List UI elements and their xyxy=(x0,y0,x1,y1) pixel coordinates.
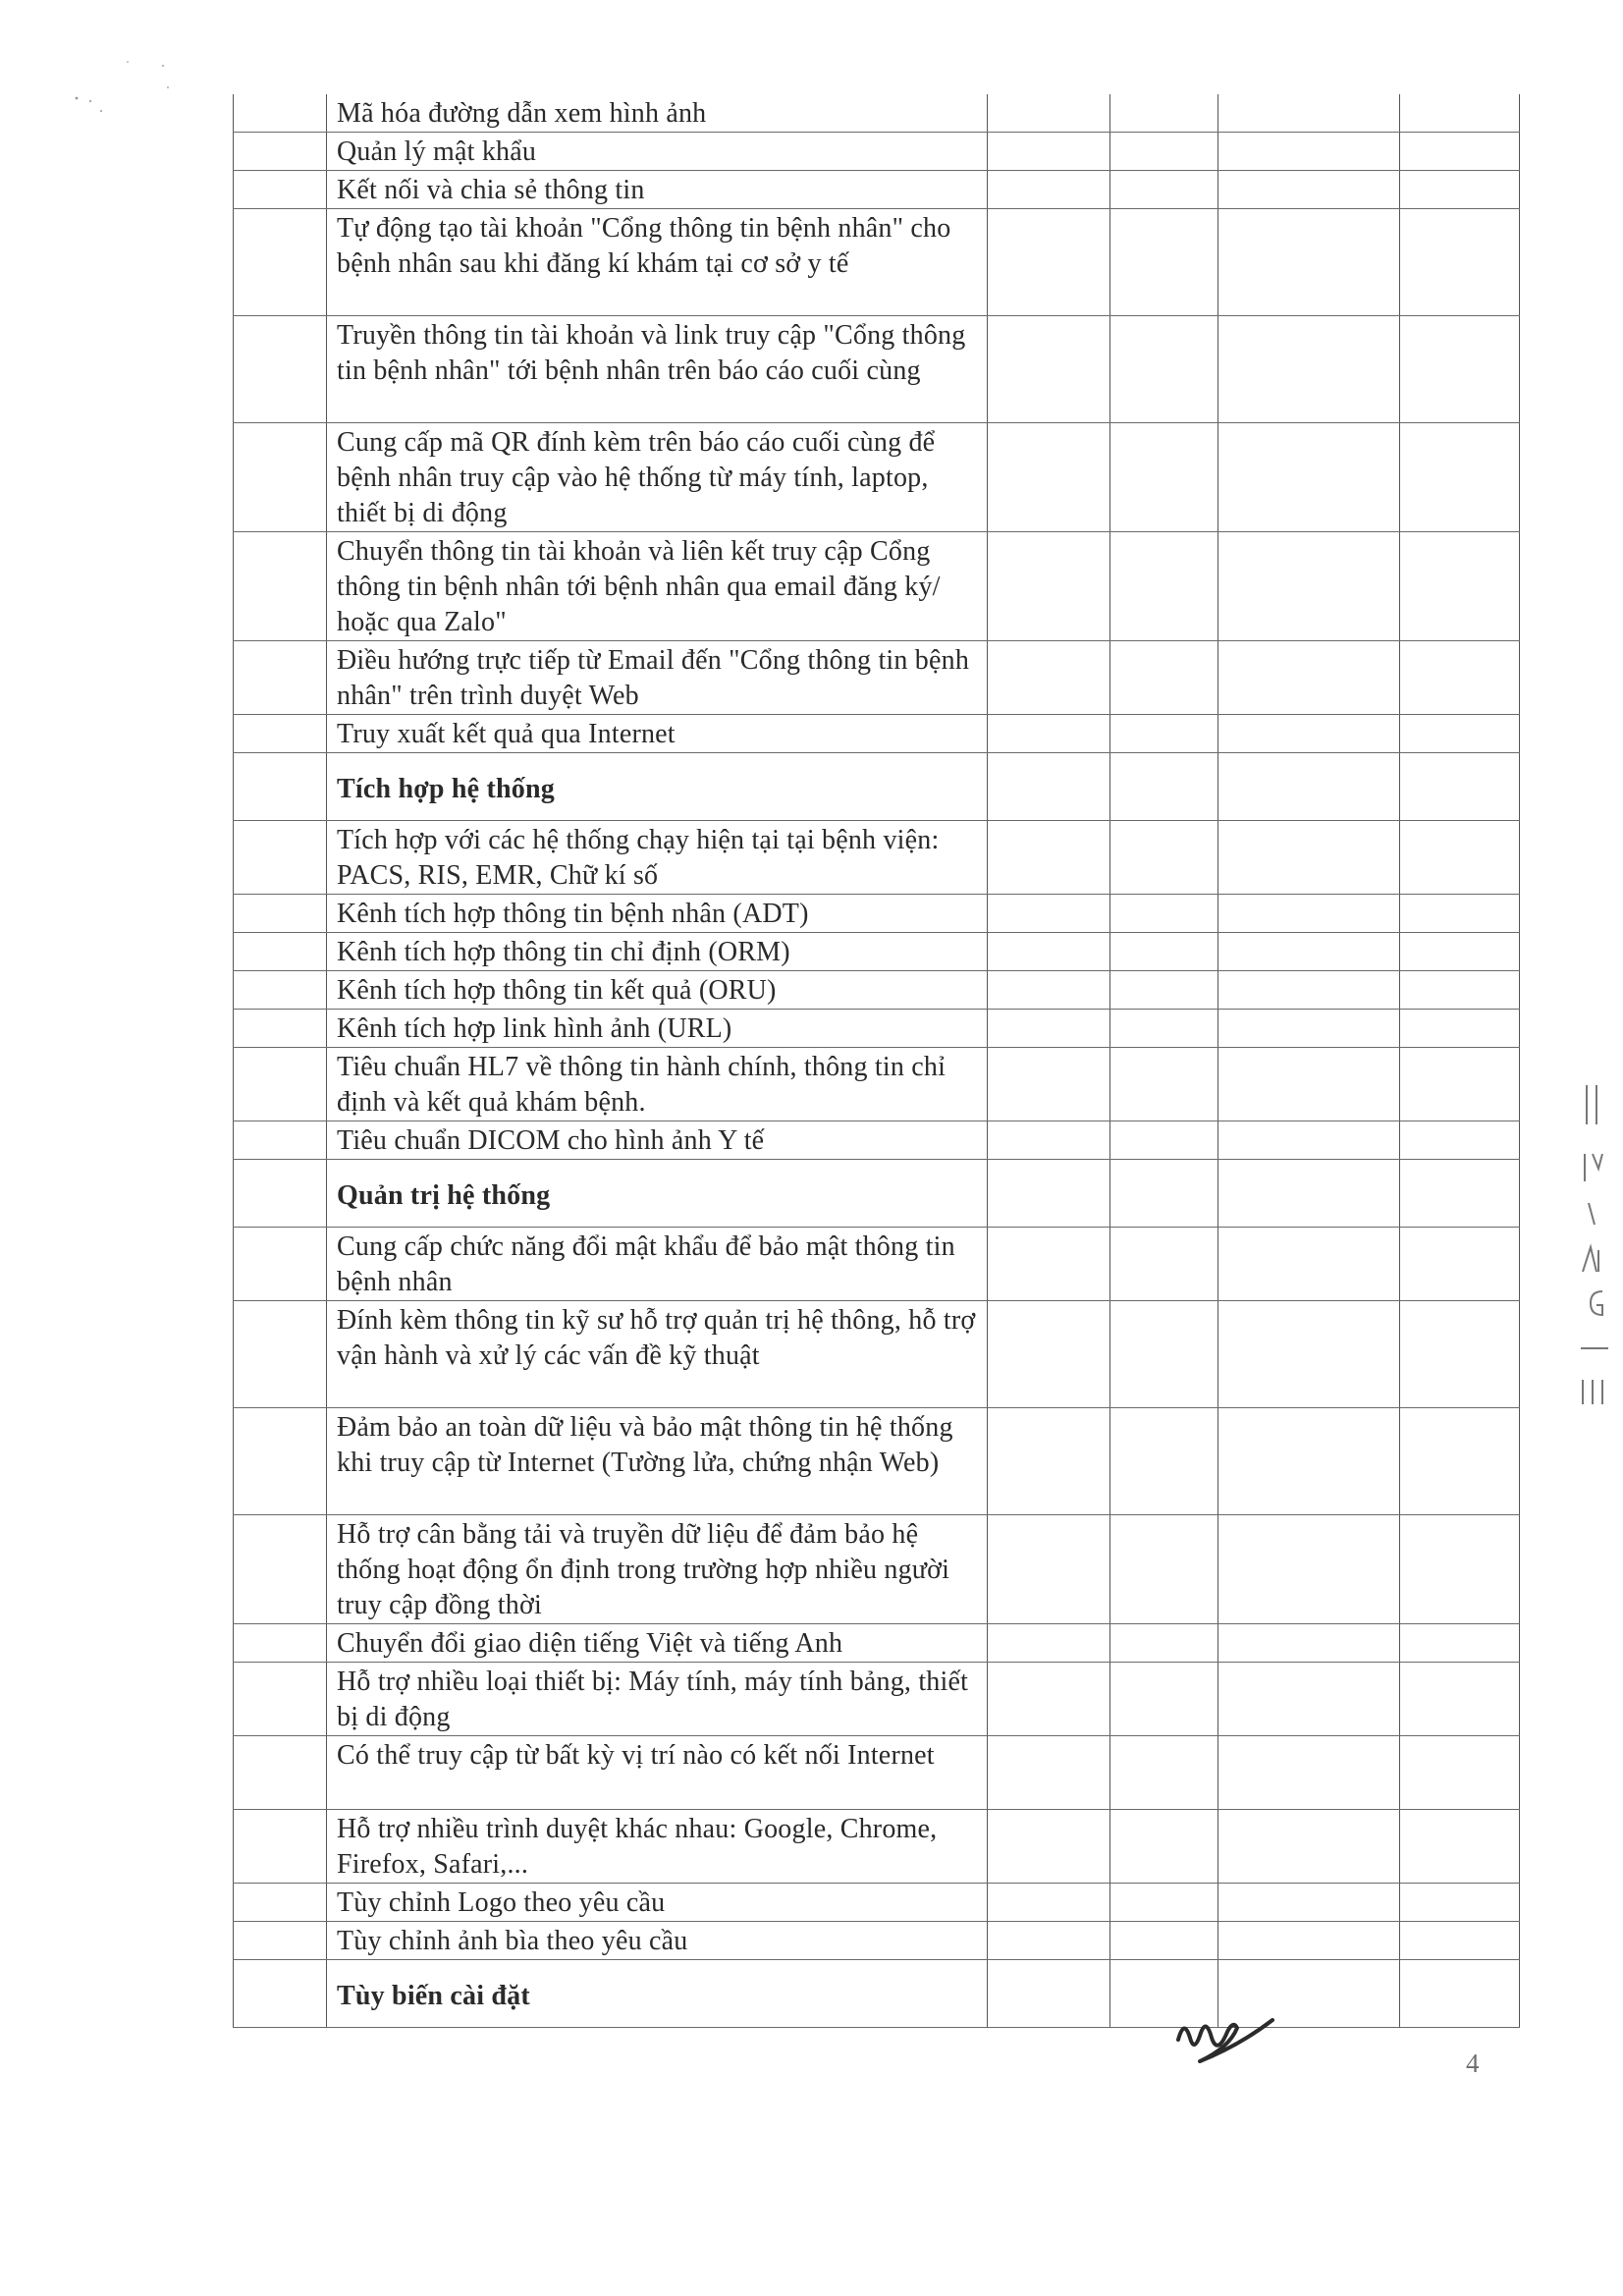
section-title: Quản trị hệ thống xyxy=(337,1180,551,1211)
description-cell xyxy=(327,133,988,171)
requirement-text: Mã hóa đường dẫn xem hình ảnh xyxy=(337,98,707,129)
index-cell xyxy=(234,1736,327,1810)
table-row xyxy=(234,1736,1520,1810)
requirements-table-body xyxy=(234,94,1520,2028)
compliance-cell xyxy=(1110,1121,1218,1160)
response-cell xyxy=(988,895,1110,933)
compliance-cell xyxy=(1110,423,1218,532)
reference-cell xyxy=(1218,1408,1400,1515)
compliance-cell xyxy=(1110,715,1218,753)
requirement-text: Kết nối và chia sẻ thông tin xyxy=(337,175,645,205)
requirement-text: Kênh tích hợp link hình ảnh (URL) xyxy=(337,1013,732,1044)
response-cell xyxy=(988,1663,1110,1736)
section-header-row xyxy=(234,1160,1520,1228)
reference-cell xyxy=(1218,423,1400,532)
reference-cell xyxy=(1218,1048,1400,1121)
requirement-text: Kênh tích hợp thông tin chỉ định (ORM) xyxy=(337,937,790,967)
table-row xyxy=(234,641,1520,715)
reference-cell xyxy=(1218,753,1400,821)
reference-cell xyxy=(1218,171,1400,209)
description-cell xyxy=(327,821,988,895)
requirement-text: Tiêu chuẩn DICOM cho hình ảnh Y tế xyxy=(337,1125,765,1156)
compliance-cell xyxy=(1110,1515,1218,1624)
note-cell xyxy=(1400,1960,1520,2028)
compliance-cell xyxy=(1110,1624,1218,1663)
table-row xyxy=(234,1810,1520,1884)
reference-cell xyxy=(1218,1810,1400,1884)
response-cell xyxy=(988,94,1110,133)
requirement-text: Hỗ trợ nhiều loại thiết bị: Máy tính, máy tính bảng, thiết bị di động xyxy=(337,1667,969,1732)
reference-cell xyxy=(1218,895,1400,933)
response-cell xyxy=(988,316,1110,423)
requirement-text: Tự động tạo tài khoản "Cổng thông tin bệnh nhân" cho bệnh nhân sau khi đăng kí khám tại cơ sở y tế xyxy=(337,213,951,279)
reference-cell xyxy=(1218,1922,1400,1960)
requirement-text: Tiêu chuẩn HL7 về thông tin hành chính, thông tin chỉ định và kết quả khám bệnh. xyxy=(337,1052,947,1118)
description-cell xyxy=(327,715,988,753)
compliance-cell xyxy=(1110,133,1218,171)
table-row xyxy=(234,1624,1520,1663)
reference-cell xyxy=(1218,641,1400,715)
description-cell xyxy=(327,171,988,209)
note-cell xyxy=(1400,971,1520,1010)
index-cell xyxy=(234,1810,327,1884)
compliance-cell xyxy=(1110,641,1218,715)
response-cell xyxy=(988,1736,1110,1810)
response-cell xyxy=(988,971,1110,1010)
signature-mark xyxy=(1170,1998,1278,2077)
table-row xyxy=(234,895,1520,933)
requirement-text: Truyền thông tin tài khoản và link truy cập "Cổng thông tin bệnh nhân" tới bệnh nhân trên báo cáo cuối cùng xyxy=(337,320,966,386)
description-cell xyxy=(327,1960,988,2028)
note-cell xyxy=(1400,1010,1520,1048)
table-row xyxy=(234,1121,1520,1160)
reference-cell xyxy=(1218,1228,1400,1301)
table-row xyxy=(234,316,1520,423)
table-row xyxy=(234,1663,1520,1736)
reference-cell xyxy=(1218,1301,1400,1408)
reference-cell xyxy=(1218,209,1400,316)
compliance-cell xyxy=(1110,1301,1218,1408)
response-cell xyxy=(988,423,1110,532)
description-cell xyxy=(327,1736,988,1810)
response-cell xyxy=(988,933,1110,971)
response-cell xyxy=(988,1228,1110,1301)
requirement-text: Tích hợp với các hệ thống chạy hiện tại tại bệnh viện: PACS, RIS, EMR, Chữ kí số xyxy=(337,825,940,891)
index-cell xyxy=(234,1160,327,1228)
description-cell xyxy=(327,1810,988,1884)
description-cell xyxy=(327,1228,988,1301)
note-cell xyxy=(1400,821,1520,895)
compliance-cell xyxy=(1110,1408,1218,1515)
reference-cell xyxy=(1218,1663,1400,1736)
compliance-cell xyxy=(1110,1884,1218,1922)
description-cell xyxy=(327,209,988,316)
compliance-cell xyxy=(1110,532,1218,641)
requirement-text: Hỗ trợ cân bằng tải và truyền dữ liệu để đảm bảo hệ thống hoạt động ổn định trong trường hợp nhiều người truy cập đồng thời xyxy=(337,1519,950,1620)
note-cell xyxy=(1400,1160,1520,1228)
index-cell xyxy=(234,753,327,821)
requirement-text: Cung cấp chức năng đổi mật khẩu để bảo mật thông tin bệnh nhân xyxy=(337,1231,955,1297)
table-row xyxy=(234,1515,1520,1624)
table-row xyxy=(234,1922,1520,1960)
index-cell xyxy=(234,933,327,971)
response-cell xyxy=(988,1922,1110,1960)
description-cell xyxy=(327,641,988,715)
index-cell xyxy=(234,1121,327,1160)
table-row xyxy=(234,532,1520,641)
response-cell xyxy=(988,133,1110,171)
description-cell xyxy=(327,94,988,133)
page-number: 4 xyxy=(1466,2049,1480,2078)
response-cell xyxy=(988,1121,1110,1160)
table-row xyxy=(234,1408,1520,1515)
response-cell xyxy=(988,1301,1110,1408)
description-cell xyxy=(327,1663,988,1736)
reference-cell xyxy=(1218,971,1400,1010)
compliance-cell xyxy=(1110,1810,1218,1884)
margin-scan-marks xyxy=(1575,1085,1614,1409)
note-cell xyxy=(1400,209,1520,316)
response-cell xyxy=(988,1515,1110,1624)
description-cell xyxy=(327,1884,988,1922)
table-row xyxy=(234,1884,1520,1922)
description-cell xyxy=(327,1301,988,1408)
note-cell xyxy=(1400,715,1520,753)
compliance-cell xyxy=(1110,171,1218,209)
index-cell xyxy=(234,1884,327,1922)
response-cell xyxy=(988,209,1110,316)
reference-cell xyxy=(1218,1160,1400,1228)
table-row xyxy=(234,133,1520,171)
note-cell xyxy=(1400,1922,1520,1960)
description-cell xyxy=(327,1408,988,1515)
description-cell xyxy=(327,753,988,821)
index-cell xyxy=(234,1960,327,2028)
response-cell xyxy=(988,1408,1110,1515)
response-cell xyxy=(988,641,1110,715)
section-title: Tùy biến cài đặt xyxy=(337,1981,530,2011)
requirement-text: Điều hướng trực tiếp từ Email đến "Cổng thông tin bệnh nhân" trên trình duyệt Web xyxy=(337,645,970,711)
reference-cell xyxy=(1218,933,1400,971)
index-cell xyxy=(234,1408,327,1515)
note-cell xyxy=(1400,1121,1520,1160)
compliance-cell xyxy=(1110,895,1218,933)
table-row xyxy=(234,209,1520,316)
description-cell xyxy=(327,1624,988,1663)
note-cell xyxy=(1400,423,1520,532)
compliance-cell xyxy=(1110,933,1218,971)
index-cell xyxy=(234,1048,327,1121)
table-row xyxy=(234,1048,1520,1121)
compliance-cell xyxy=(1110,316,1218,423)
response-cell xyxy=(988,532,1110,641)
response-cell xyxy=(988,1960,1110,2028)
reference-cell xyxy=(1218,1624,1400,1663)
table-row xyxy=(234,94,1520,133)
requirement-text: Có thể truy cập từ bất kỳ vị trí nào có kết nối Internet xyxy=(337,1740,935,1771)
note-cell xyxy=(1400,171,1520,209)
description-cell xyxy=(327,1121,988,1160)
requirement-text: Chuyển thông tin tài khoản và liên kết truy cập Cổng thông tin bệnh nhân tới bệnh nhân qua email đăng ký/ hoặc qua Zalo" xyxy=(337,536,941,637)
index-cell xyxy=(234,1228,327,1301)
note-cell xyxy=(1400,1408,1520,1515)
reference-cell xyxy=(1218,94,1400,133)
response-cell xyxy=(988,821,1110,895)
description-cell xyxy=(327,1160,988,1228)
requirement-text: Tùy chỉnh Logo theo yêu cầu xyxy=(337,1887,666,1918)
compliance-cell xyxy=(1110,94,1218,133)
response-cell xyxy=(988,1810,1110,1884)
table-row xyxy=(234,1301,1520,1408)
reference-cell xyxy=(1218,532,1400,641)
note-cell xyxy=(1400,1810,1520,1884)
index-cell xyxy=(234,133,327,171)
note-cell xyxy=(1400,94,1520,133)
note-cell xyxy=(1400,1228,1520,1301)
reference-cell xyxy=(1218,1010,1400,1048)
note-cell xyxy=(1400,1884,1520,1922)
section-title: Tích hợp hệ thống xyxy=(337,774,555,804)
requirement-text: Quản lý mật khẩu xyxy=(337,137,537,167)
description-cell xyxy=(327,316,988,423)
requirement-text: Truy xuất kết quả qua Internet xyxy=(337,719,676,749)
reference-cell xyxy=(1218,1736,1400,1810)
table-row xyxy=(234,715,1520,753)
description-cell xyxy=(327,1010,988,1048)
note-cell xyxy=(1400,1515,1520,1624)
response-cell xyxy=(988,1010,1110,1048)
note-cell xyxy=(1400,1736,1520,1810)
index-cell xyxy=(234,1624,327,1663)
response-cell xyxy=(988,1884,1110,1922)
requirements-table xyxy=(233,94,1520,2028)
description-cell xyxy=(327,1515,988,1624)
description-cell xyxy=(327,971,988,1010)
compliance-cell xyxy=(1110,1922,1218,1960)
response-cell xyxy=(988,1048,1110,1121)
note-cell xyxy=(1400,1048,1520,1121)
note-cell xyxy=(1400,316,1520,423)
note-cell xyxy=(1400,933,1520,971)
requirement-text: Tùy chỉnh ảnh bìa theo yêu cầu xyxy=(337,1926,688,1956)
compliance-cell xyxy=(1110,1736,1218,1810)
index-cell xyxy=(234,94,327,133)
table-row xyxy=(234,821,1520,895)
reference-cell xyxy=(1218,1121,1400,1160)
index-cell xyxy=(234,971,327,1010)
table-row xyxy=(234,1010,1520,1048)
reference-cell xyxy=(1218,133,1400,171)
index-cell xyxy=(234,1010,327,1048)
index-cell xyxy=(234,895,327,933)
index-cell xyxy=(234,532,327,641)
note-cell xyxy=(1400,133,1520,171)
reference-cell xyxy=(1218,316,1400,423)
section-header-row xyxy=(234,1960,1520,2028)
requirement-text: Kênh tích hợp thông tin kết quả (ORU) xyxy=(337,975,777,1006)
note-cell xyxy=(1400,1624,1520,1663)
scan-specks xyxy=(69,54,177,142)
compliance-cell xyxy=(1110,209,1218,316)
index-cell xyxy=(234,209,327,316)
reference-cell xyxy=(1218,1515,1400,1624)
table-row xyxy=(234,1228,1520,1301)
response-cell xyxy=(988,1160,1110,1228)
requirement-text: Chuyển đổi giao diện tiếng Việt và tiếng Anh xyxy=(337,1628,843,1659)
compliance-cell xyxy=(1110,1160,1218,1228)
compliance-cell xyxy=(1110,971,1218,1010)
index-cell xyxy=(234,715,327,753)
table-row xyxy=(234,933,1520,971)
requirement-text: Kênh tích hợp thông tin bệnh nhân (ADT) xyxy=(337,899,809,929)
description-cell xyxy=(327,933,988,971)
index-cell xyxy=(234,316,327,423)
index-cell xyxy=(234,1301,327,1408)
index-cell xyxy=(234,423,327,532)
compliance-cell xyxy=(1110,1048,1218,1121)
compliance-cell xyxy=(1110,1010,1218,1048)
section-header-row xyxy=(234,753,1520,821)
index-cell xyxy=(234,1515,327,1624)
description-cell xyxy=(327,895,988,933)
index-cell xyxy=(234,171,327,209)
response-cell xyxy=(988,171,1110,209)
index-cell xyxy=(234,641,327,715)
requirement-text: Cung cấp mã QR đính kèm trên báo cáo cuối cùng để bệnh nhân truy cập vào hệ thống từ máy tính, laptop, thiết bị di động xyxy=(337,427,936,528)
compliance-cell xyxy=(1110,1663,1218,1736)
reference-cell xyxy=(1218,1884,1400,1922)
response-cell xyxy=(988,715,1110,753)
index-cell xyxy=(234,1663,327,1736)
index-cell xyxy=(234,1922,327,1960)
description-cell xyxy=(327,1922,988,1960)
response-cell xyxy=(988,753,1110,821)
reference-cell xyxy=(1218,821,1400,895)
note-cell xyxy=(1400,1301,1520,1408)
table-row xyxy=(234,971,1520,1010)
index-cell xyxy=(234,821,327,895)
description-cell xyxy=(327,423,988,532)
requirement-text: Hỗ trợ nhiều trình duyệt khác nhau: Google, Chrome, Firefox, Safari,... xyxy=(337,1814,938,1880)
reference-cell xyxy=(1218,715,1400,753)
description-cell xyxy=(327,1048,988,1121)
response-cell xyxy=(988,1624,1110,1663)
compliance-cell xyxy=(1110,753,1218,821)
requirement-text: Đính kèm thông tin kỹ sư hỗ trợ quản trị hệ thông, hỗ trợ vận hành và xử lý các vấn đề kỹ thuật xyxy=(337,1305,976,1371)
note-cell xyxy=(1400,532,1520,641)
table-row xyxy=(234,171,1520,209)
note-cell xyxy=(1400,753,1520,821)
note-cell xyxy=(1400,641,1520,715)
requirement-text: Đảm bảo an toàn dữ liệu và bảo mật thông tin hệ thống khi truy cập từ Internet (Tường lửa, chứng nhận Web) xyxy=(337,1412,953,1478)
compliance-cell xyxy=(1110,1228,1218,1301)
note-cell xyxy=(1400,895,1520,933)
description-cell xyxy=(327,532,988,641)
table-row xyxy=(234,423,1520,532)
note-cell xyxy=(1400,1663,1520,1736)
compliance-cell xyxy=(1110,821,1218,895)
